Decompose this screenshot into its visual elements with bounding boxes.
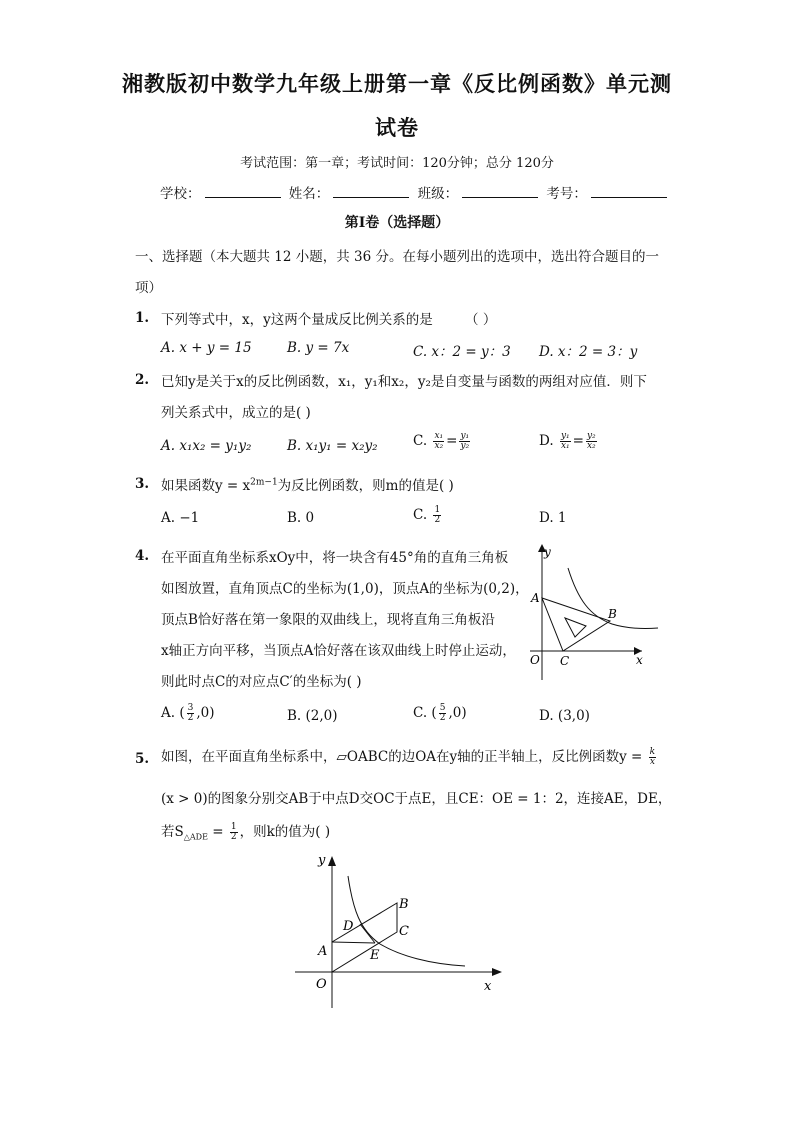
fraction: [586, 432, 597, 451]
triangle-outer: [542, 598, 610, 651]
option-d[interactable]: D. (3,0): [539, 708, 590, 724]
x-label: x: [484, 979, 492, 994]
option-c-label: C.: [413, 705, 428, 721]
fraction: [433, 432, 444, 451]
x-label: x: [636, 653, 643, 667]
option-a[interactable]: A. −1: [161, 510, 200, 526]
point-c-label: C: [399, 924, 409, 939]
fraction: [560, 432, 571, 451]
option-d[interactable]: D. x：2 = 3：y: [539, 344, 638, 360]
number-label: 考号：: [546, 186, 587, 202]
numerator: 1: [230, 822, 237, 832]
coord-tail: ,0): [448, 705, 467, 721]
origin-label: O: [530, 653, 540, 667]
section-heading-cont: 项）: [135, 280, 162, 296]
hyperbola-curve: [348, 876, 465, 966]
number-input[interactable]: [591, 185, 667, 198]
option-b[interactable]: B. 0: [287, 510, 315, 526]
denominator: 2: [439, 713, 446, 723]
document-title: 湘教版初中数学九年级上册第一章《反比例函数》单元测: [122, 71, 672, 96]
stem-part: ，则k的值为( ): [239, 824, 331, 840]
denominator: x: [649, 757, 655, 767]
question-stem-cont: 列关系式中，成立的是( ): [161, 405, 311, 421]
question-line: x轴正方向平移，当顶点A恰好落在该双曲线上时停止运动，: [161, 643, 516, 659]
stem-part: 若S: [161, 824, 184, 840]
denominator: x₁: [560, 441, 570, 451]
triangle-inner: [565, 618, 586, 637]
student-info-fields: [160, 182, 671, 202]
numerator: y₂: [586, 431, 596, 441]
point-e-label: E: [370, 948, 380, 963]
denominator: x₂: [586, 441, 596, 451]
question-text: [161, 308, 496, 328]
point-c-label: C: [560, 654, 570, 668]
option-c-label: C.: [413, 433, 428, 449]
subscript: △ADE: [183, 832, 208, 842]
option-b[interactable]: B. y = 7x: [287, 340, 350, 356]
numerator: 3: [187, 703, 194, 713]
parallelogram-oabc: [332, 903, 397, 972]
denominator: 2: [434, 515, 441, 525]
option-c[interactable]: [413, 506, 443, 525]
question-number: 4.: [135, 548, 150, 564]
numerator: y₁: [560, 431, 570, 441]
denominator: 2: [187, 713, 194, 723]
option-a[interactable]: A. ( $\frac{3}{2}$ ,0): [161, 703, 215, 723]
question-number: 3.: [135, 476, 150, 492]
fraction: [433, 506, 441, 525]
point-b-label: B: [608, 607, 617, 621]
fraction: [649, 748, 656, 767]
point-b-label: B: [399, 897, 409, 912]
coord-tail: ,0): [196, 705, 215, 721]
segment-de: [360, 924, 375, 943]
denominator: 2: [230, 832, 237, 842]
option-b[interactable]: B. (2,0): [287, 708, 338, 724]
option-c[interactable]: C. $\frac{\text{x₁}}{\text{x₂}}$ = $\frac{\text{y₁}}{\text{y₂}}$: [413, 431, 470, 451]
x-axis-arrow: [492, 968, 502, 976]
exponent: 2m−1: [250, 477, 278, 488]
question-stem: 已知y是关于x的反比例函数，x₁，y₁和x₂，y₂是自变量与函数的两组对应值．则下: [161, 374, 647, 390]
denominator: x₂: [434, 441, 444, 451]
question-stem: 下列等式中，x，y这两个量成反比例关系的是: [161, 312, 433, 328]
name-input[interactable]: [333, 185, 409, 198]
y-label: y: [544, 545, 551, 559]
option-b[interactable]: B. x₁y₁ = x₂y₂: [287, 438, 378, 454]
numerator: k: [649, 747, 656, 757]
point-d-label: D: [343, 919, 354, 934]
stem-part: =: [207, 824, 224, 840]
class-input[interactable]: [462, 185, 538, 198]
option-c-label: C.: [413, 507, 428, 523]
q4-figure: [520, 540, 660, 690]
option-c[interactable]: C. x：2 = y：3: [413, 344, 511, 360]
section-heading: 一、选择题（本大题共 12 小题，共 36 分。在每小题列出的选项中，选出符合题目的一: [135, 249, 660, 265]
origin-label: O: [316, 977, 327, 992]
question-number: 5.: [135, 751, 150, 767]
fraction: [439, 704, 447, 723]
school-label: 学校：: [160, 186, 201, 202]
school-input[interactable]: [205, 185, 281, 198]
volume-heading: 第Ⅰ卷（选择题）: [344, 215, 450, 231]
question-stem-cont: [161, 820, 330, 842]
q5-figure: [290, 848, 510, 1013]
point-a-label: A: [318, 944, 328, 959]
option-a[interactable]: A. x + y = 15: [161, 340, 252, 356]
fraction: [187, 704, 195, 723]
option-d[interactable]: D. 1: [539, 510, 567, 526]
stem-part: 为反比例函数，则m的值是( ): [277, 478, 454, 494]
numerator: x₁: [434, 431, 444, 441]
question-line: 顶点B恰好落在第一象限的双曲线上，现将直角三角板沿: [161, 612, 495, 628]
question-stem-cont: (x > 0)的图象分别交AB于中点D交OC于点E，且CE：OE = 1：2，连接AE，DE，: [161, 791, 672, 807]
document-title-cont: 试卷: [375, 115, 419, 140]
class-label: 班级：: [417, 186, 459, 202]
y-label: y: [318, 853, 326, 868]
option-a[interactable]: A. x₁x₂ = y₁y₂: [161, 438, 252, 454]
numerator: y₁: [460, 431, 470, 441]
question-line: 则此时点C的对应点C′的坐标为( ): [161, 674, 362, 690]
point-a-label: A: [531, 591, 540, 605]
question-number: 1.: [135, 310, 150, 326]
name-label: 姓名：: [288, 186, 330, 202]
question-number: 2.: [135, 372, 150, 388]
option-c[interactable]: C. ( $\frac{5}{2}$ ,0): [413, 703, 467, 723]
stem-part: 如图，在平面直角坐标系中，▱OABC的边OA在y轴的正半轴上，反比例函数y =: [161, 749, 643, 765]
option-a-label: A.: [161, 705, 176, 721]
numerator: 1: [434, 505, 441, 515]
fraction: [230, 823, 238, 842]
option-d[interactable]: D. $\frac{\text{y₁}}{\text{x₁}}$ = $\frac{\text{y₂}}{\text{x₂}}$: [539, 431, 596, 451]
answer-paren: （ ）: [465, 312, 497, 328]
y-axis-arrow: [328, 856, 336, 866]
question-stem: [161, 745, 658, 767]
segment-ae: [332, 942, 375, 943]
question-stem: [161, 474, 454, 494]
fraction: [459, 432, 470, 451]
option-d-label: D.: [539, 433, 554, 449]
denominator: y₂: [460, 441, 470, 451]
stem-part: 如果函数y = x: [161, 478, 251, 494]
question-line: 在平面直角坐标系xOy中，将一块含有45°角的直角三角板: [161, 550, 509, 566]
question-line: 如图放置，直角顶点C的坐标为(1,0)，顶点A的坐标为(0,2)，: [161, 581, 529, 597]
exam-info: 考试范围：第一章；考试时间：120分钟；总分 120分: [240, 156, 554, 171]
numerator: 5: [439, 703, 446, 713]
